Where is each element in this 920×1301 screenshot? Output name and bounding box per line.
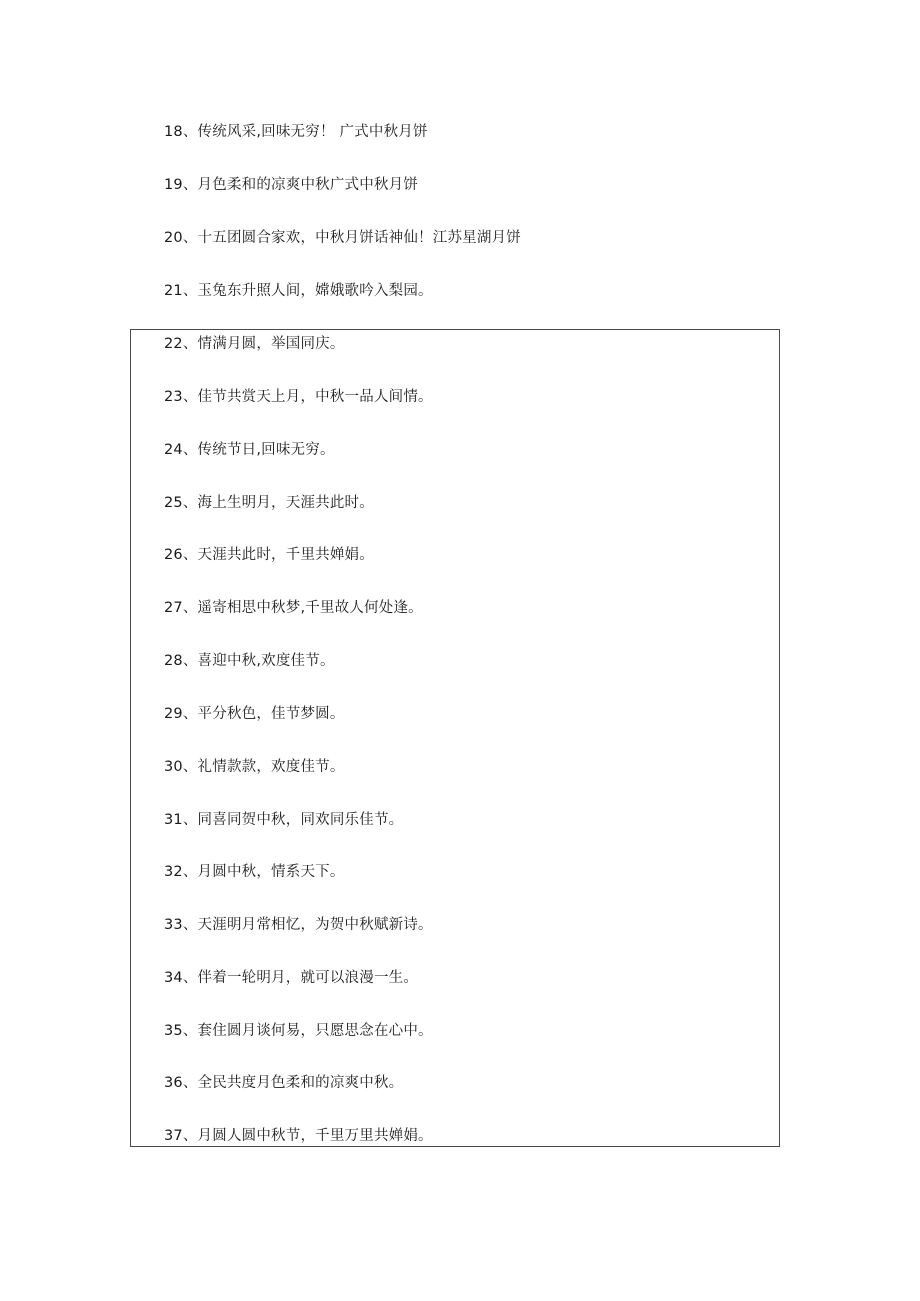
list-item: 22、情满月圆，举国同庆。	[164, 336, 345, 352]
list-item: 27、遥寄相思中秋梦,千里故人何处逢。	[164, 600, 423, 616]
list-item: 29、平分秋色，佳节梦圆。	[164, 706, 345, 722]
list-item: 31、同喜同贺中秋，同欢同乐佳节。	[164, 812, 404, 828]
list-item: 24、传统节日,回味无穷。	[164, 442, 335, 458]
list-item: 23、佳节共赏天上月，中秋一品人间情。	[164, 389, 433, 405]
list-item: 21、玉兔东升照人间，嫦娥歌吟入梨园。	[164, 283, 433, 299]
list-item: 32、月圆中秋，情系天下。	[164, 864, 345, 880]
list-item: 25、海上生明月，天涯共此时。	[164, 495, 374, 511]
list-item: 34、伴着一轮明月，就可以浪漫一生。	[164, 970, 419, 986]
list-item: 37、月圆人圆中秋节，千里万里共婵娟。	[164, 1128, 433, 1144]
list-item: 26、天涯共此时，千里共婵娟。	[164, 547, 374, 563]
list-item: 35、套住圆月谈何易，只愿思念在心中。	[164, 1023, 433, 1039]
list-item: 19、月色柔和的凉爽中秋广式中秋月饼	[164, 177, 419, 193]
list-item: 36、全民共度月色柔和的凉爽中秋。	[164, 1075, 404, 1091]
list-item: 20、十五团圆合家欢，中秋月饼话神仙！江苏星湖月饼	[164, 230, 521, 246]
list-item: 33、天涯明月常相忆，为贺中秋赋新诗。	[164, 917, 433, 933]
list-item: 28、喜迎中秋,欢度佳节。	[164, 653, 335, 669]
list-item: 18、传统风采,回味无穷！ 广式中秋月饼	[164, 124, 428, 140]
list-item: 30、礼情款款，欢度佳节。	[164, 759, 345, 775]
